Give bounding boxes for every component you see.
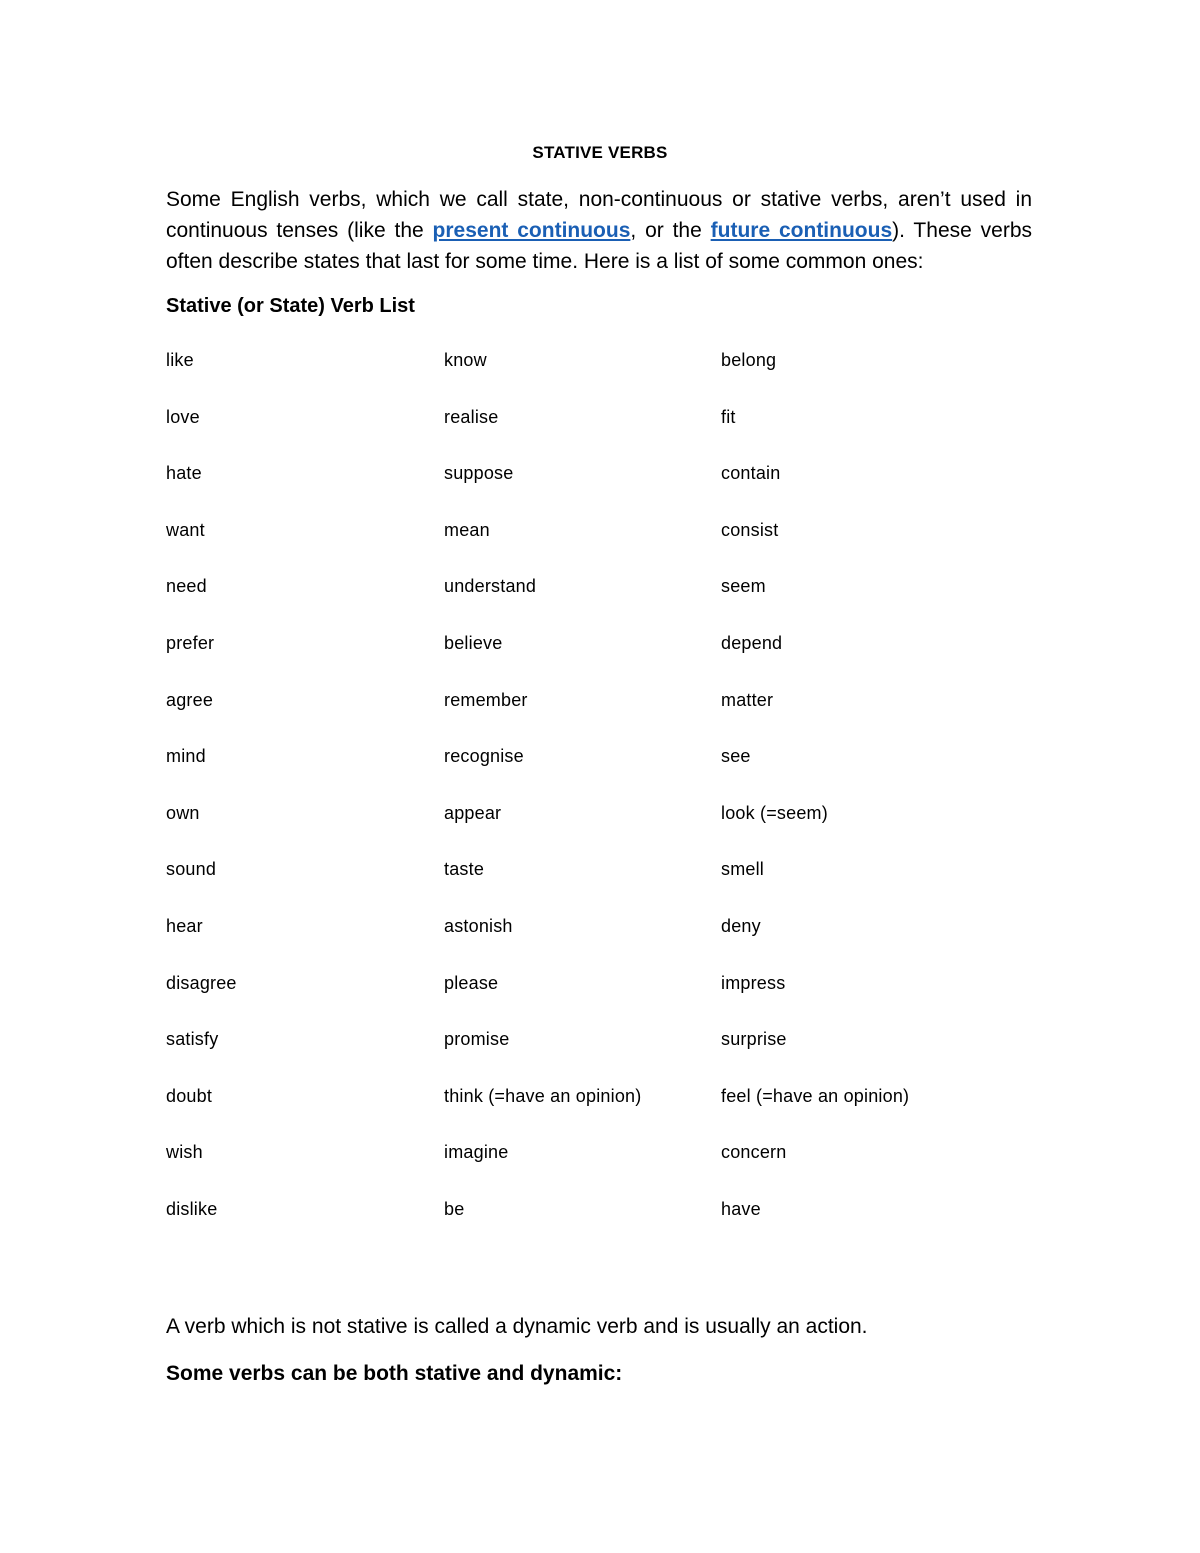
verb-row xyxy=(166,913,1032,970)
verb-item: astonish xyxy=(444,915,513,936)
verb-row xyxy=(166,743,1032,800)
verb-row xyxy=(166,1026,1032,1083)
verb-item: feel (=have an opinion) xyxy=(721,1085,910,1106)
both-verbs-heading: Some verbs can be both stative and dynamic: xyxy=(166,1362,623,1385)
verb-item: believe xyxy=(444,632,503,653)
verb-item: remember xyxy=(444,689,528,710)
verb-row xyxy=(166,517,1032,574)
verb-item: think (=have an opinion) xyxy=(444,1085,642,1106)
verb-item: smell xyxy=(721,859,765,880)
verb-row xyxy=(166,1083,1032,1140)
verb-item: belong xyxy=(721,350,777,370)
verb-row xyxy=(166,687,1032,744)
dynamic-verb-sentence: A verb which is not stative is called a dynamic verb and is usually an action. xyxy=(166,1315,868,1338)
intro-paragraph xyxy=(166,184,1032,277)
verb-row xyxy=(166,347,1032,404)
verb-row xyxy=(166,573,1032,630)
verb-item: matter xyxy=(721,689,774,710)
verb-item: hate xyxy=(166,463,202,484)
verb-list xyxy=(166,347,1032,1253)
verb-item: depend xyxy=(721,632,783,653)
intro-text-1: Some English verbs, which we call state, non-continuous or stative verbs, aren’t used in continuous tenses (like the xyxy=(166,188,1032,242)
verb-item: hear xyxy=(166,915,203,936)
verb-item: surprise xyxy=(721,1029,787,1050)
verb-item: understand xyxy=(444,576,537,597)
verb-item: seem xyxy=(721,576,766,597)
verb-item: suppose xyxy=(444,463,514,484)
verb-item: prefer xyxy=(166,632,215,653)
verb-item: promise xyxy=(444,1029,510,1050)
verb-item: mind xyxy=(166,746,206,767)
verb-item: taste xyxy=(444,859,485,880)
verb-item: concern xyxy=(721,1142,787,1163)
verb-row xyxy=(166,800,1032,857)
verb-item: own xyxy=(166,802,200,823)
verb-item: doubt xyxy=(166,1085,213,1106)
verb-item: mean xyxy=(444,519,490,540)
verb-row xyxy=(166,404,1032,461)
verb-row xyxy=(166,630,1032,687)
verb-row xyxy=(166,856,1032,913)
verb-row xyxy=(166,460,1032,517)
verb-item: know xyxy=(444,350,487,370)
verb-item: love xyxy=(166,406,200,427)
intro-text-3: ). These verbs often describe states that last for some time. Here is a list of some common ones: xyxy=(166,219,1032,273)
verb-list-heading: Stative (or State) Verb List xyxy=(166,295,415,317)
verb-item: want xyxy=(166,519,205,540)
intro-text-2: , or the xyxy=(630,219,711,242)
verb-item: wish xyxy=(166,1142,203,1163)
verb-item: disagree xyxy=(166,972,237,993)
verb-item: be xyxy=(444,1198,465,1219)
verb-item: agree xyxy=(166,689,214,710)
verb-item: have xyxy=(721,1198,761,1219)
future-continuous-link[interactable]: future continuous xyxy=(710,219,893,242)
verb-item: deny xyxy=(721,915,761,936)
verb-item: impress xyxy=(721,972,786,993)
verb-item: need xyxy=(166,576,207,597)
verb-item: satisfy xyxy=(166,1029,219,1050)
verb-row xyxy=(166,1196,1032,1253)
verb-item: consist xyxy=(721,519,779,540)
verb-item: recognise xyxy=(444,746,524,767)
verb-row xyxy=(166,970,1032,1027)
verb-row xyxy=(166,1139,1032,1196)
verb-item: imagine xyxy=(444,1142,509,1163)
verb-item: dislike xyxy=(166,1198,218,1219)
verb-item: like xyxy=(166,350,194,370)
verb-item: see xyxy=(721,746,751,767)
verb-item: contain xyxy=(721,463,781,484)
verb-item: please xyxy=(444,972,499,993)
verb-item: sound xyxy=(166,859,217,880)
verb-item: realise xyxy=(444,406,499,427)
verb-item: appear xyxy=(444,802,502,823)
page-title: STATIVE VERBS xyxy=(532,143,668,162)
present-continuous-link[interactable]: present continuous xyxy=(432,219,631,242)
verb-item: look (=seem) xyxy=(721,802,828,823)
verb-item: fit xyxy=(721,406,736,427)
